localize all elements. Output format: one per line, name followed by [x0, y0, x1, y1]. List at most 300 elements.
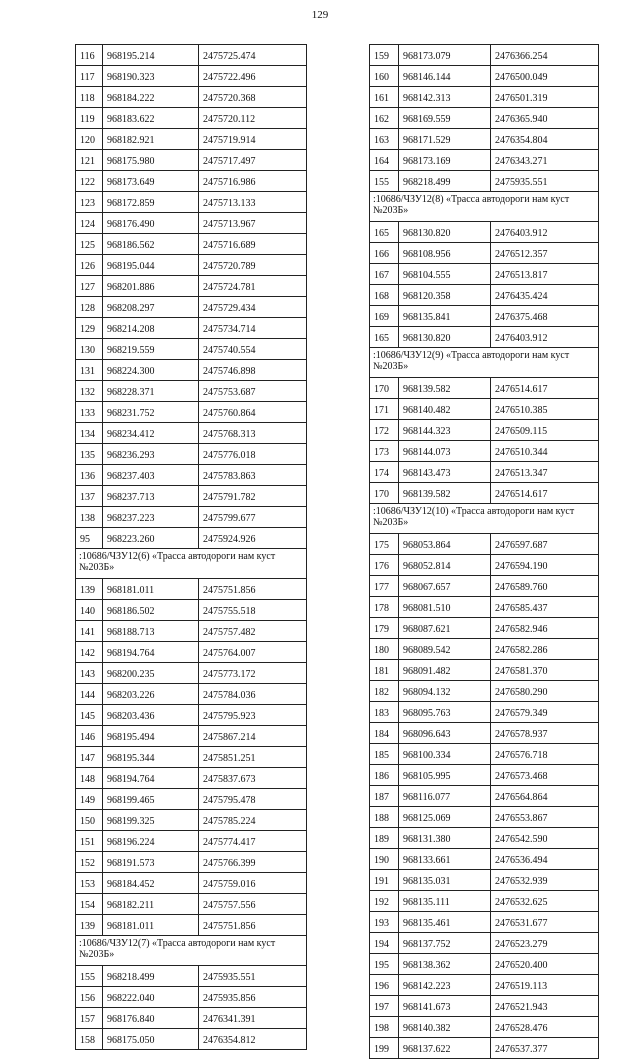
y-coordinate: 2475746.898	[203, 366, 256, 377]
table-row	[76, 129, 306, 150]
point-number: 122	[76, 171, 103, 191]
x-coordinate: 968222.040	[103, 987, 199, 1007]
point-number: 177	[370, 576, 399, 596]
x-coordinate: 968224.300	[103, 360, 199, 380]
y-coordinate: 2476343.271	[495, 156, 548, 167]
point-number: 176	[370, 555, 399, 575]
x-coordinate: 968135.841	[399, 306, 491, 326]
point-number: 174	[370, 462, 399, 482]
parcel-header: :10686/ЧЗУ12(10) «Трасса автодороги нам куст №203Б»	[370, 504, 598, 534]
y-coordinate: 2476579.349	[495, 708, 548, 719]
point-number: 156	[76, 987, 103, 1007]
table-row	[370, 933, 598, 954]
point-number: 175	[370, 534, 399, 554]
y-coordinate: 2475785.224	[203, 816, 256, 827]
point-number: 167	[370, 264, 399, 284]
point-number: 157	[76, 1008, 103, 1028]
x-coordinate: 968139.582	[399, 483, 491, 503]
x-coordinate: 968175.980	[103, 150, 199, 170]
x-coordinate: 968091.482	[399, 660, 491, 680]
point-number: 197	[370, 996, 399, 1016]
x-coordinate: 968194.764	[103, 768, 199, 788]
point-number: 180	[370, 639, 399, 659]
point-number: 165	[370, 327, 399, 347]
point-number: 191	[370, 870, 399, 890]
x-coordinate: 968096.643	[399, 723, 491, 743]
y-coordinate: 2476520.400	[495, 960, 548, 971]
point-number: 194	[370, 933, 399, 953]
table-row	[76, 150, 306, 171]
table-row	[76, 360, 306, 381]
x-coordinate: 968191.573	[103, 852, 199, 872]
table-row	[76, 1029, 306, 1049]
table-row	[370, 660, 598, 681]
x-coordinate: 968172.859	[103, 192, 199, 212]
point-number: 187	[370, 786, 399, 806]
point-number: 119	[76, 108, 103, 128]
y-coordinate: 2476580.290	[495, 687, 548, 698]
y-coordinate: 2475935.551	[203, 972, 256, 983]
y-coordinate: 2476519.113	[495, 981, 548, 992]
y-coordinate: 2476594.190	[495, 561, 548, 572]
parcel-header: :10686/ЧЗУ12(9) «Трасса автодороги нам куст №203Б»	[370, 348, 598, 378]
point-number: 95	[76, 528, 103, 548]
table-row	[76, 486, 306, 507]
table-row	[370, 66, 598, 87]
y-coordinate: 2476578.937	[495, 729, 548, 740]
page-number: 129	[311, 9, 329, 21]
x-coordinate: 968183.622	[103, 108, 199, 128]
table-row	[370, 912, 598, 933]
point-number: 181	[370, 660, 399, 680]
table-row	[76, 579, 306, 600]
x-coordinate: 968228.371	[103, 381, 199, 401]
y-coordinate: 2475935.856	[203, 993, 256, 1004]
y-coordinate: 2476513.817	[495, 270, 548, 281]
x-coordinate: 968171.529	[399, 129, 491, 149]
x-coordinate: 968181.011	[103, 915, 199, 935]
point-number: 128	[76, 297, 103, 317]
y-coordinate: 2475755.518	[203, 606, 256, 617]
y-coordinate: 2476509.115	[495, 426, 548, 437]
point-number: 198	[370, 1017, 399, 1037]
point-number: 150	[76, 810, 103, 830]
y-coordinate: 2475717.497	[203, 156, 256, 167]
point-number: 189	[370, 828, 399, 848]
y-coordinate: 2476403.912	[495, 228, 548, 239]
table-row	[76, 852, 306, 873]
x-coordinate: 968130.820	[399, 327, 491, 347]
x-coordinate: 968052.814	[399, 555, 491, 575]
point-number: 139	[76, 579, 103, 599]
point-number: 169	[370, 306, 399, 326]
x-coordinate: 968135.111	[399, 891, 491, 911]
table-row	[76, 108, 306, 129]
x-coordinate: 968100.334	[399, 744, 491, 764]
table-row	[76, 705, 306, 726]
x-coordinate: 968140.382	[399, 1017, 491, 1037]
point-number: 142	[76, 642, 103, 662]
x-coordinate: 968182.921	[103, 129, 199, 149]
table-row	[76, 444, 306, 465]
point-number: 162	[370, 108, 399, 128]
y-coordinate: 2475757.482	[203, 627, 256, 638]
point-number: 195	[370, 954, 399, 974]
point-number: 153	[76, 873, 103, 893]
table-row	[76, 894, 306, 915]
x-coordinate: 968125.069	[399, 807, 491, 827]
y-coordinate: 2475753.687	[203, 387, 256, 398]
point-number: 141	[76, 621, 103, 641]
x-coordinate: 968137.752	[399, 933, 491, 953]
table-row	[76, 810, 306, 831]
x-coordinate: 968135.031	[399, 870, 491, 890]
table-row	[76, 966, 306, 987]
point-number: 185	[370, 744, 399, 764]
x-coordinate: 968236.293	[103, 444, 199, 464]
y-coordinate: 2476537.377	[495, 1044, 548, 1055]
point-number: 120	[76, 129, 103, 149]
table-row	[370, 129, 598, 150]
point-number: 165	[370, 222, 399, 242]
table-row	[370, 954, 598, 975]
table-row	[370, 702, 598, 723]
point-number: 161	[370, 87, 399, 107]
y-coordinate: 2476523.279	[495, 939, 548, 950]
table-row	[370, 681, 598, 702]
y-coordinate: 2476500.049	[495, 72, 548, 83]
y-coordinate: 2475851.251	[203, 753, 256, 764]
y-coordinate: 2475713.133	[203, 198, 256, 209]
table-row	[76, 1008, 306, 1029]
point-number: 124	[76, 213, 103, 233]
y-coordinate: 2475720.368	[203, 93, 256, 104]
point-number: 155	[76, 966, 103, 986]
y-coordinate: 2476585.437	[495, 603, 548, 614]
point-number: 126	[76, 255, 103, 275]
x-coordinate: 968144.323	[399, 420, 491, 440]
table-row	[370, 744, 598, 765]
x-coordinate: 968140.482	[399, 399, 491, 419]
point-number: 152	[76, 852, 103, 872]
y-coordinate: 2476403.912	[495, 333, 548, 344]
table-row	[370, 849, 598, 870]
x-coordinate: 968143.473	[399, 462, 491, 482]
point-number: 116	[76, 45, 103, 65]
point-number: 117	[76, 66, 103, 86]
y-coordinate: 2476354.804	[495, 135, 548, 146]
table-row	[370, 765, 598, 786]
x-coordinate: 968223.260	[103, 528, 199, 548]
x-coordinate: 968218.499	[399, 171, 491, 191]
point-number: 199	[370, 1038, 399, 1058]
x-coordinate: 968081.510	[399, 597, 491, 617]
point-number: 134	[76, 423, 103, 443]
table-row	[370, 891, 598, 912]
x-coordinate: 968089.542	[399, 639, 491, 659]
x-coordinate: 968108.956	[399, 243, 491, 263]
x-coordinate: 968199.465	[103, 789, 199, 809]
x-coordinate: 968131.380	[399, 828, 491, 848]
x-coordinate: 968087.621	[399, 618, 491, 638]
point-number: 154	[76, 894, 103, 914]
y-coordinate: 2476589.760	[495, 582, 548, 593]
x-coordinate: 968141.673	[399, 996, 491, 1016]
point-number: 164	[370, 150, 399, 170]
x-coordinate: 968194.764	[103, 642, 199, 662]
y-coordinate: 2476564.864	[495, 792, 548, 803]
table-row	[370, 576, 598, 597]
y-coordinate: 2475766.399	[203, 858, 256, 869]
x-coordinate: 968181.011	[103, 579, 199, 599]
point-number: 168	[370, 285, 399, 305]
y-coordinate: 2476501.319	[495, 93, 548, 104]
table-row	[76, 87, 306, 108]
x-coordinate: 968176.490	[103, 213, 199, 233]
x-coordinate: 968218.499	[103, 966, 199, 986]
y-coordinate: 2476581.370	[495, 666, 548, 677]
y-coordinate: 2476582.286	[495, 645, 548, 656]
x-coordinate: 968137.622	[399, 1038, 491, 1058]
y-coordinate: 2476573.468	[495, 771, 548, 782]
table-row	[76, 192, 306, 213]
x-coordinate: 968094.132	[399, 681, 491, 701]
y-coordinate: 2475729.434	[203, 303, 256, 314]
table-row	[76, 726, 306, 747]
x-coordinate: 968173.649	[103, 171, 199, 191]
y-coordinate: 2475724.781	[203, 282, 256, 293]
table-row	[76, 507, 306, 528]
x-coordinate: 968146.144	[399, 66, 491, 86]
x-coordinate: 968139.582	[399, 378, 491, 398]
y-coordinate: 2475867.214	[203, 732, 256, 743]
x-coordinate: 968095.763	[399, 702, 491, 722]
point-number: 173	[370, 441, 399, 461]
y-coordinate: 2475760.864	[203, 408, 256, 419]
point-number: 179	[370, 618, 399, 638]
point-number: 127	[76, 276, 103, 296]
x-coordinate: 968173.079	[399, 45, 491, 65]
y-coordinate: 2476366.254	[495, 51, 548, 62]
point-number: 170	[370, 378, 399, 398]
x-coordinate: 968208.297	[103, 297, 199, 317]
point-number: 130	[76, 339, 103, 359]
y-coordinate: 2475773.172	[203, 669, 256, 680]
y-coordinate: 2476341.391	[203, 1014, 256, 1025]
x-coordinate: 968142.313	[399, 87, 491, 107]
y-coordinate: 2476532.939	[495, 876, 548, 887]
table-row	[76, 768, 306, 789]
point-number: 148	[76, 768, 103, 788]
point-number: 186	[370, 765, 399, 785]
x-coordinate: 968195.044	[103, 255, 199, 275]
table-row	[76, 621, 306, 642]
point-number: 166	[370, 243, 399, 263]
parcel-header: :10686/ЧЗУ12(8) «Трасса автодороги нам куст №203Б»	[370, 192, 598, 222]
x-coordinate: 968105.995	[399, 765, 491, 785]
x-coordinate: 968175.050	[103, 1029, 199, 1049]
y-coordinate: 2476521.943	[495, 1002, 548, 1013]
x-coordinate: 968135.461	[399, 912, 491, 932]
point-number: 131	[76, 360, 103, 380]
y-coordinate: 2475713.967	[203, 219, 256, 230]
point-number: 144	[76, 684, 103, 704]
point-number: 172	[370, 420, 399, 440]
point-number: 125	[76, 234, 103, 254]
y-coordinate: 2475719.914	[203, 135, 256, 146]
y-coordinate: 2475791.782	[203, 492, 256, 503]
x-coordinate: 968186.562	[103, 234, 199, 254]
x-coordinate: 968184.452	[103, 873, 199, 893]
parcel-header: :10686/ЧЗУ12(6) «Трасса автодороги нам куст №203Б»	[76, 549, 306, 579]
y-coordinate: 2476531.677	[495, 918, 548, 929]
table-row	[76, 276, 306, 297]
x-coordinate: 968190.323	[103, 66, 199, 86]
point-number: 192	[370, 891, 399, 911]
table-row	[370, 975, 598, 996]
x-coordinate: 968186.502	[103, 600, 199, 620]
point-number: 138	[76, 507, 103, 527]
table-row	[370, 1017, 598, 1038]
y-coordinate: 2475799.677	[203, 513, 256, 524]
y-coordinate: 2475720.112	[203, 114, 256, 125]
point-number: 136	[76, 465, 103, 485]
point-number: 147	[76, 747, 103, 767]
table-row	[370, 108, 598, 129]
table-row	[370, 996, 598, 1017]
y-coordinate: 2475716.689	[203, 240, 256, 251]
table-row	[370, 87, 598, 108]
table-row	[370, 534, 598, 555]
point-number: 171	[370, 399, 399, 419]
coordinates-table-right	[369, 44, 599, 1059]
table-row	[76, 987, 306, 1008]
y-coordinate: 2476536.494	[495, 855, 548, 866]
table-row	[76, 915, 306, 936]
y-coordinate: 2476510.344	[495, 447, 548, 458]
point-number: 178	[370, 597, 399, 617]
x-coordinate: 968219.559	[103, 339, 199, 359]
x-coordinate: 968188.713	[103, 621, 199, 641]
point-number: 159	[370, 45, 399, 65]
table-row	[370, 462, 598, 483]
point-number: 170	[370, 483, 399, 503]
x-coordinate: 968237.403	[103, 465, 199, 485]
y-coordinate: 2476514.617	[495, 489, 548, 500]
point-number: 132	[76, 381, 103, 401]
table-row	[370, 639, 598, 660]
x-coordinate: 968214.208	[103, 318, 199, 338]
table-row	[76, 600, 306, 621]
x-coordinate: 968144.073	[399, 441, 491, 461]
table-row	[76, 789, 306, 810]
y-coordinate: 2475764.007	[203, 648, 256, 659]
y-coordinate: 2475740.554	[203, 345, 256, 356]
table-row	[76, 213, 306, 234]
table-row	[370, 399, 598, 420]
point-number: 193	[370, 912, 399, 932]
y-coordinate: 2475784.036	[203, 690, 256, 701]
x-coordinate: 968195.214	[103, 45, 199, 65]
point-number: 182	[370, 681, 399, 701]
x-coordinate: 968234.412	[103, 423, 199, 443]
table-row	[370, 222, 598, 243]
x-coordinate: 968176.840	[103, 1008, 199, 1028]
y-coordinate: 2476435.424	[495, 291, 548, 302]
point-number: 133	[76, 402, 103, 422]
point-number: 184	[370, 723, 399, 743]
x-coordinate: 968195.494	[103, 726, 199, 746]
table-row	[76, 297, 306, 318]
table-row	[370, 285, 598, 306]
point-number: 137	[76, 486, 103, 506]
x-coordinate: 968201.886	[103, 276, 199, 296]
table-row	[76, 528, 306, 549]
x-coordinate: 968196.224	[103, 831, 199, 851]
table-row	[370, 828, 598, 849]
x-coordinate: 968173.169	[399, 150, 491, 170]
x-coordinate: 968130.820	[399, 222, 491, 242]
table-row	[370, 327, 598, 348]
y-coordinate: 2476512.357	[495, 249, 548, 260]
point-number: 151	[76, 831, 103, 851]
y-coordinate: 2475759.016	[203, 879, 256, 890]
table-row	[370, 723, 598, 744]
point-number: 196	[370, 975, 399, 995]
point-number: 149	[76, 789, 103, 809]
table-row	[370, 597, 598, 618]
table-row	[76, 402, 306, 423]
x-coordinate: 968199.325	[103, 810, 199, 830]
x-coordinate: 968237.713	[103, 486, 199, 506]
y-coordinate: 2475751.856	[203, 585, 256, 596]
x-coordinate: 968169.559	[399, 108, 491, 128]
x-coordinate: 968195.344	[103, 747, 199, 767]
table-row	[370, 264, 598, 285]
table-row	[76, 747, 306, 768]
y-coordinate: 2476365.940	[495, 114, 548, 125]
table-row	[76, 66, 306, 87]
x-coordinate: 968138.362	[399, 954, 491, 974]
table-row	[76, 663, 306, 684]
y-coordinate: 2476532.625	[495, 897, 548, 908]
coordinates-table-left	[75, 44, 307, 1050]
x-coordinate: 968203.226	[103, 684, 199, 704]
x-coordinate: 968203.436	[103, 705, 199, 725]
point-number: 140	[76, 600, 103, 620]
y-coordinate: 2475774.417	[203, 837, 256, 848]
parcel-header: :10686/ЧЗУ12(7) «Трасса автодороги нам куст №203Б»	[76, 936, 306, 966]
table-row	[370, 555, 598, 576]
table-row	[370, 1038, 598, 1058]
y-coordinate: 2475837.673	[203, 774, 256, 785]
point-number: 121	[76, 150, 103, 170]
table-row	[76, 318, 306, 339]
point-number: 129	[76, 318, 103, 338]
table-row	[370, 786, 598, 807]
x-coordinate: 968142.223	[399, 975, 491, 995]
table-row	[76, 684, 306, 705]
y-coordinate: 2475720.789	[203, 261, 256, 272]
x-coordinate: 968231.752	[103, 402, 199, 422]
y-coordinate: 2475734.714	[203, 324, 256, 335]
table-row	[370, 378, 598, 399]
point-number: 135	[76, 444, 103, 464]
y-coordinate: 2475795.478	[203, 795, 256, 806]
x-coordinate: 968104.555	[399, 264, 491, 284]
table-row	[370, 45, 598, 66]
table-row	[76, 255, 306, 276]
